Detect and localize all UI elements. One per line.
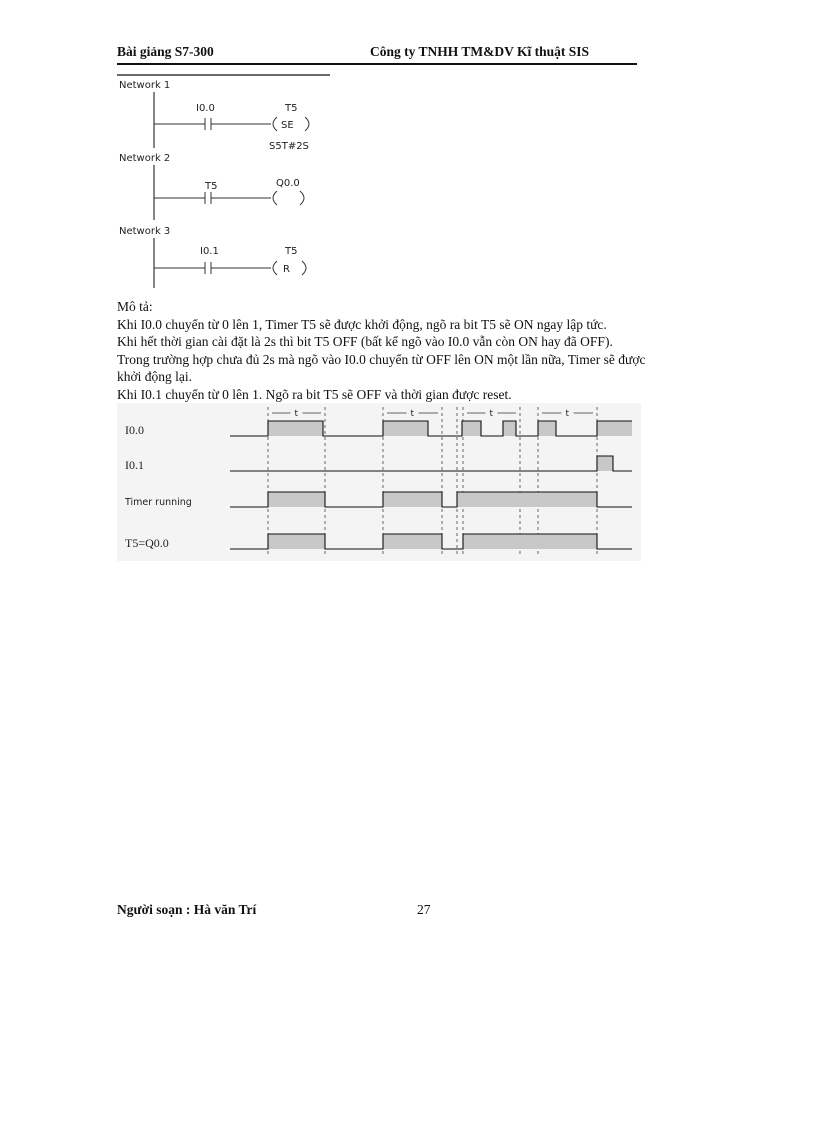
signal-pulse <box>383 534 442 549</box>
signal-pulse <box>457 492 597 507</box>
network-1 <box>119 80 309 152</box>
description-line: Trong trường hợp chưa đủ 2s mà ngõ vào I0.0 chuyển từ OFF lên ON một lần nữa, Timer sẽ được khởi động lại. <box>117 351 646 384</box>
signal-pulse <box>268 421 323 436</box>
signal-pulse <box>538 421 556 436</box>
signal-pulse <box>268 492 325 507</box>
network-2-contact: T5 <box>205 181 218 192</box>
header-title: Bài giảng S7-300 <box>117 44 214 59</box>
page-number: 27 <box>417 902 431 917</box>
network-2-coil-label: Q0.0 <box>276 178 300 189</box>
signal-pulse <box>383 421 428 436</box>
header-rule <box>117 63 637 65</box>
signal-pulse <box>268 534 325 549</box>
signal-waveform <box>230 456 632 471</box>
t-marker-label: t <box>565 409 570 419</box>
t-marker-label: t <box>489 409 494 419</box>
description-heading: Mô tả: <box>117 299 153 314</box>
description-line: Khi I0.0 chuyển từ 0 lên 1, Timer T5 sẽ được khởi động, ngõ ra bit T5 sẽ ON ngay lập tức. <box>117 316 607 332</box>
footer-author: Người soạn : Hà văn Trí <box>117 902 257 917</box>
description <box>117 298 647 403</box>
network-1-title: Network 1 <box>119 80 171 91</box>
signal-pulse <box>463 534 597 549</box>
signal-pulse <box>462 421 481 436</box>
network-3-contact: I0.1 <box>200 246 219 257</box>
signal-pulse <box>597 421 632 436</box>
signal-label: I0.1 <box>125 458 144 472</box>
t-marker-label: t <box>410 409 415 419</box>
t-marker-label: t <box>294 409 299 419</box>
signal-pulse <box>597 456 613 471</box>
signal-pulse <box>503 421 516 436</box>
header-company: Công ty TNHH TM&DV Kĩ thuật SIS <box>370 44 590 59</box>
network-2-title: Network 2 <box>119 153 171 164</box>
signal-pulse <box>383 492 442 507</box>
network-1-contact: I0.0 <box>196 103 215 114</box>
signal-label: I0.0 <box>125 423 144 437</box>
network-2 <box>119 153 304 220</box>
network-3-coil-symbol: R <box>283 264 290 275</box>
network-1-coil-label: T5 <box>285 103 298 114</box>
network-1-param: S5T#2S <box>269 141 309 152</box>
signal-label: Timer running <box>125 497 192 508</box>
description-line: Khi hết thời gian cài đặt là 2s thì bit T5 OFF (bất kể ngõ vào I0.0 vẫn còn ON hay đã OFF). <box>117 334 613 349</box>
ladder-diagram <box>117 70 337 296</box>
network-3 <box>119 226 306 288</box>
description-line: Khi I0.1 chuyển từ 0 lên 1. Ngõ ra bit T5 sẽ OFF và thời gian được reset. <box>117 386 512 402</box>
network-3-title: Network 3 <box>119 226 171 237</box>
network-3-coil-label: T5 <box>285 246 298 257</box>
signal-label: T5=Q0.0 <box>125 536 169 550</box>
timing-diagram <box>117 403 641 561</box>
network-1-coil-symbol: SE <box>281 120 294 131</box>
